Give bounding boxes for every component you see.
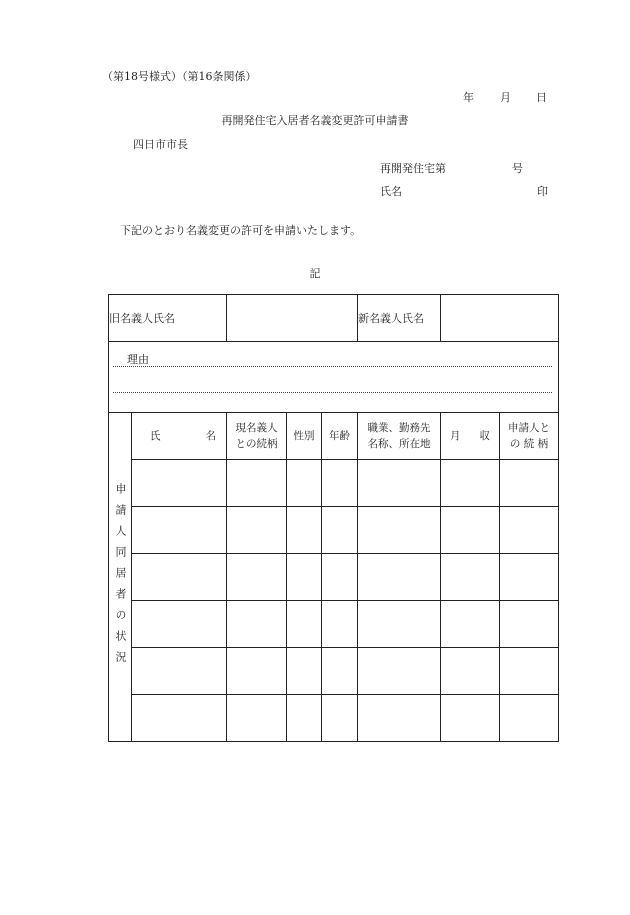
section-label-cell	[109, 413, 132, 742]
table-row	[109, 601, 559, 648]
cell-age[interactable]	[322, 460, 358, 507]
cell-sex[interactable]	[287, 554, 322, 601]
cell-age[interactable]	[322, 648, 358, 695]
col-header-income	[441, 413, 500, 460]
table-row	[109, 460, 559, 507]
cell-income[interactable]	[441, 695, 500, 742]
cell-income[interactable]	[441, 507, 500, 554]
seal-mark: 印	[537, 185, 548, 198]
cell-relation[interactable]	[227, 507, 287, 554]
col-header-relation	[227, 413, 287, 460]
col-header-age: 年齢	[322, 413, 358, 460]
cell-occupation[interactable]	[358, 554, 441, 601]
col-header-occupation-1: 職業、勤務先	[367, 421, 431, 434]
cell-sex[interactable]	[287, 648, 322, 695]
col-header-name-1: 氏	[150, 429, 161, 442]
housing-label: 再開発住宅第	[380, 162, 446, 175]
cell-sex[interactable]	[287, 601, 322, 648]
table-row	[109, 507, 559, 554]
cell-income[interactable]	[441, 601, 500, 648]
table-row	[109, 695, 559, 742]
cell-relation-applicant[interactable]	[500, 648, 559, 695]
new-name-label: 新名義人氏名	[358, 295, 441, 342]
cell-occupation[interactable]	[358, 695, 441, 742]
application-table	[108, 294, 559, 742]
cell-occupation[interactable]	[358, 460, 441, 507]
cell-relation[interactable]	[227, 460, 287, 507]
housing-number-suffix: 号	[512, 162, 523, 175]
col-header-occupation	[358, 413, 441, 460]
cell-age[interactable]	[322, 507, 358, 554]
cell-sex[interactable]	[287, 507, 322, 554]
cell-relation[interactable]	[227, 695, 287, 742]
old-name-field[interactable]	[227, 295, 358, 342]
cell-name[interactable]	[132, 507, 227, 554]
col-header-income-1: 月	[450, 429, 461, 442]
cell-relation[interactable]	[227, 648, 287, 695]
cell-relation-applicant[interactable]	[500, 507, 559, 554]
reason-line-2	[113, 392, 552, 393]
old-name-label: 旧名義人氏名	[109, 295, 227, 342]
table-row	[109, 648, 559, 695]
date-year: 年	[463, 91, 474, 104]
cell-relation-applicant[interactable]	[500, 601, 559, 648]
cell-name[interactable]	[132, 648, 227, 695]
cell-age[interactable]	[322, 554, 358, 601]
col-header-income-2: 収	[479, 429, 491, 442]
cell-age[interactable]	[322, 695, 358, 742]
col-header-sex: 性別	[287, 413, 322, 460]
reason-label: 理由	[127, 353, 149, 366]
addressee: 四日市市長	[133, 138, 188, 151]
body-text: 下記のとおり名義変更の許可を申請いたします。	[120, 224, 362, 237]
cell-income[interactable]	[441, 648, 500, 695]
name-label: 氏名	[380, 185, 402, 198]
new-name-field[interactable]	[441, 295, 559, 342]
reason-line-1	[113, 366, 552, 367]
cell-occupation[interactable]	[358, 601, 441, 648]
cell-relation-applicant[interactable]	[500, 695, 559, 742]
cell-age[interactable]	[322, 601, 358, 648]
cell-relation[interactable]	[227, 601, 287, 648]
ki-label: 記	[309, 267, 321, 280]
reason-field[interactable]	[109, 342, 559, 413]
cell-occupation[interactable]	[358, 507, 441, 554]
document-title: 再開発住宅入居者名義変更許可申請書	[221, 114, 409, 127]
col-header-relation-1: 現名義人	[235, 421, 278, 434]
table-row	[109, 554, 559, 601]
cell-name[interactable]	[132, 695, 227, 742]
col-header-relation-applicant-1: 申請人と	[508, 421, 551, 434]
cell-sex[interactable]	[287, 460, 322, 507]
date-day: 日	[536, 91, 547, 104]
cell-relation-applicant[interactable]	[500, 460, 559, 507]
cell-name[interactable]	[132, 601, 227, 648]
date-month: 月	[500, 91, 511, 104]
col-header-name-2: 名	[205, 429, 216, 442]
cell-relation[interactable]	[227, 554, 287, 601]
col-header-name	[132, 413, 227, 460]
col-header-occupation-2: 名称、所在地	[367, 438, 431, 450]
cell-income[interactable]	[441, 554, 500, 601]
col-header-relation-2: との続柄	[235, 438, 278, 450]
section-label: 申請人同居者の状況	[114, 482, 127, 672]
cell-name[interactable]	[132, 554, 227, 601]
cell-relation-applicant[interactable]	[500, 554, 559, 601]
col-header-relation-applicant	[500, 413, 559, 460]
form-number: （第18号様式）（第16条関係）	[102, 70, 257, 83]
cell-name[interactable]	[132, 460, 227, 507]
cell-occupation[interactable]	[358, 648, 441, 695]
cell-sex[interactable]	[287, 695, 322, 742]
col-header-relation-applicant-2: の 続 柄	[509, 438, 549, 450]
cell-income[interactable]	[441, 460, 500, 507]
